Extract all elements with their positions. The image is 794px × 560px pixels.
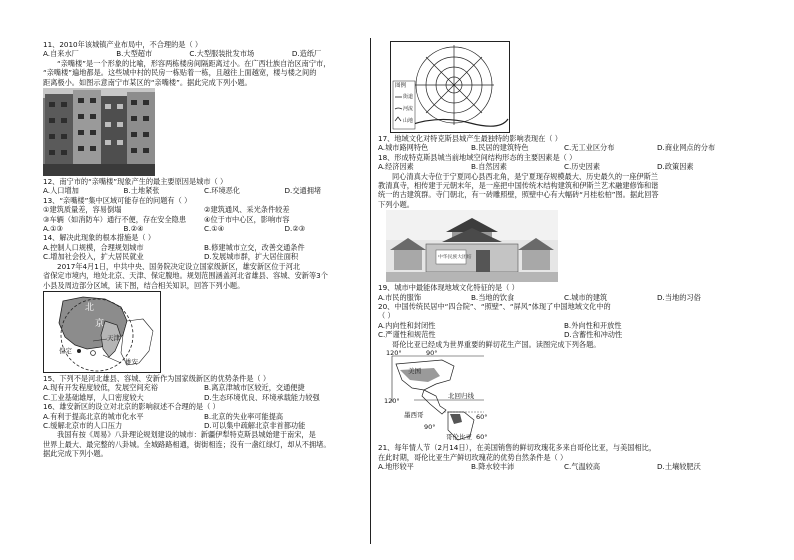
kissing-building-photo — [43, 88, 155, 176]
option-c: C.缓解北京市的人口压力 — [43, 420, 123, 430]
option-b: B.降水较丰沛 — [471, 461, 515, 471]
question-18-options — [378, 162, 750, 171]
question-17: 17、地域文化对特克斯县城产生最独特的影响表现在（ ） — [378, 134, 562, 143]
passage-line: 哥伦比亚已经成为世界重要的鲜切花生产国。读图完成下列各题。 — [392, 339, 601, 349]
question-12-options — [43, 186, 365, 195]
option-c: C.气温较高 — [564, 461, 601, 471]
question-16-options — [43, 412, 365, 421]
lon-label-120w-top: 120° — [386, 349, 402, 358]
question-21: 21、每年情人节（2月14日），在美国销售的鲜切玫瑰花多来自哥伦比亚，与美国相比， — [378, 443, 657, 453]
map-label-beijing: 北 — [85, 302, 95, 313]
question-19-options — [378, 293, 750, 302]
question-15-options — [43, 393, 365, 402]
question-17-options — [378, 143, 750, 152]
option-b: B.离京津城市区较近，交通便捷 — [204, 383, 305, 393]
statement-3: ③车辆（如消防车）通行不便，存在安全隐患 — [43, 214, 187, 224]
option-d: D.交通拥堵 — [284, 186, 322, 196]
option-b: B.自然因素 — [471, 162, 507, 172]
question-13: 13、“亲嘴楼”集中区域可能存在的问题有（ ） — [43, 195, 192, 205]
question-21-options — [378, 462, 750, 471]
question-20-options — [378, 330, 750, 339]
option-b: B.修建城市立交，改善交通条件 — [204, 242, 305, 252]
option-a: A.控制人口规模，合理规划城市 — [43, 242, 144, 252]
passage-line: 我国有按《周易》八卦理论规划建设的城市：新疆伊犁特克斯县城始建于南宋，是 — [57, 430, 316, 440]
option-a: A.内向性和封闭性 — [378, 320, 436, 330]
option-d: D.政策因素 — [657, 162, 694, 172]
option-c: C.增加社会投入，扩大居民就业 — [43, 252, 144, 262]
question-11: 11、2010年该城镇产业布局中，不合理的是（ ） — [43, 40, 203, 49]
americas-map — [384, 350, 496, 442]
option-a: A.城市路网特色 — [378, 143, 429, 153]
question-21-line2: 在此时期，哥伦比亚生产鲜切玫瑰花的优势自然条件是（ ） — [378, 452, 568, 462]
option-c: C.历史因素 — [564, 162, 601, 172]
option-d: D.土壤较肥沃 — [657, 461, 701, 471]
plaque-text: 中华民族大团结 — [438, 255, 472, 261]
option-a: A.经济因素 — [378, 162, 414, 172]
option-a: A.有利于提高北京的城市化水平 — [43, 411, 144, 421]
map-label-mexico: 墨西哥 — [404, 411, 424, 420]
legend-river: 河流 — [403, 106, 414, 112]
mosque-photo — [386, 210, 558, 282]
option-a: A.自来水厂 — [43, 49, 79, 59]
map-label-baoding: 保定 — [59, 346, 72, 355]
question-20-bracket: （ ） — [378, 311, 395, 321]
question-13-options — [43, 224, 365, 233]
lon-label-60w-right: 60° — [476, 413, 488, 422]
option-d: D.造纸厂 — [291, 49, 322, 59]
option-c: C.严谨性和规范性 — [378, 330, 436, 340]
question-20-options — [378, 321, 750, 330]
option-d: D.当地的习俗 — [657, 292, 701, 302]
option-b: B.外向性和开放性 — [564, 320, 622, 330]
passage-line: 省保定市境内，地处北京、天津、保定腹地。规划范围涵盖河北省雄县、容城、安新等3个 — [43, 271, 328, 281]
question-11-options — [43, 49, 365, 58]
option-c: C.大型服装批发市场 — [189, 49, 255, 59]
legend-title: 图例 — [395, 83, 407, 89]
question-13-statements — [43, 215, 365, 224]
question-14-options — [43, 243, 365, 252]
left-column — [43, 40, 365, 459]
column-divider — [370, 38, 371, 544]
option-d: D.②③ — [284, 224, 306, 234]
lon-label-90w-top: 90° — [426, 349, 438, 358]
map-label-tianjin: 天津 — [107, 333, 120, 342]
option-d: D.含蓄性和冲动性 — [564, 330, 623, 340]
lon-label-60w-bottom: 60° — [476, 433, 488, 442]
statement-2: ②建筑通风、采光条件较差 — [204, 205, 290, 215]
option-c: C.无工业区分布 — [564, 143, 615, 153]
question-13-statements — [43, 205, 365, 214]
passage-line: 同心清真大寺位于宁夏同心县西北角，是宁夏现存规模最大、历史最久的一座伊斯兰 — [392, 171, 658, 181]
passage-line: 教清真寺，相传建于元朝末年，是一座把中国传统木结构建筑和伊斯兰艺术融建修饰和谐 — [378, 181, 659, 191]
option-d: D.可以集中疏解北京非首都功能 — [204, 420, 306, 430]
passage-line: 世界上最大、最完整的八卦城。全城路路相通，街街相连；没有一盏红绿灯，却从不拥堵。 — [43, 439, 331, 449]
question-16: 16、雄安新区的设立对北京的影响叙述不合理的是（ ） — [43, 402, 220, 412]
legend-street: 街道 — [403, 94, 414, 100]
xiongan-location-map — [43, 291, 161, 373]
question-15-options — [43, 383, 365, 392]
option-d: D.发展城市群，扩大居住面积 — [204, 252, 299, 262]
option-c: C.环境恶化 — [204, 186, 241, 196]
lat-label-120: 120° — [384, 397, 400, 406]
map-label-usa: 美国 — [408, 367, 421, 376]
tekes-bagua-city-map — [390, 41, 510, 133]
option-c: C.工业基础雄厚，人口密度较大 — [43, 392, 144, 402]
option-a: A.地形较平 — [378, 461, 414, 471]
option-b: B.土地紧张 — [123, 186, 160, 196]
statement-4: ④位于市中心区，影响市容 — [204, 214, 290, 224]
question-20: 20、中国传统民居中“四合院”、“照壁”、“屏风”体现了中国地域文化中的 — [378, 302, 611, 312]
passage-line: “亲嘴楼”是一个形象的比喻，形容两栋楼房间隔距离过小。在广西壮族自治区南宁市， — [57, 58, 331, 68]
option-b: B.民居的建筑特色 — [471, 143, 529, 153]
question-18: 18、形成特克斯县城当前地域空间结构形态的主要因素是（ ） — [378, 152, 577, 162]
map-label-tropic-of-cancer: 北回归线 — [448, 392, 474, 401]
option-c: C.①④ — [204, 224, 225, 234]
passage-line: “亲嘴楼”遍地都是。这些城中村的民房一栋贴着一栋，且越往上面越宽，楼与楼之间的 — [43, 68, 317, 78]
option-d: D.生态环境优良、环境承载能力较强 — [204, 392, 320, 402]
legend-mountain: 山地 — [403, 118, 414, 124]
question-15: 15、下列不是河北雄县、容城、安新作为国家级新区的优势条件是（ ） — [43, 373, 271, 383]
map-label-xiongan: 雄安 — [125, 357, 138, 366]
option-a: A.现有开发程度较低，发展空间充裕 — [43, 383, 158, 393]
option-d: D.商业网点的分布 — [657, 143, 716, 153]
lon-label-90w-bottom: 90° — [424, 423, 436, 432]
question-16-options — [43, 421, 365, 430]
map-label-colombia: 哥伦比亚 — [446, 433, 472, 442]
option-b: B.大型超市 — [116, 49, 153, 59]
passage-line: 距离极小。如图示意南宁市某区的“亲嘴楼”。据此完成下列小题。 — [43, 77, 252, 87]
passage-line: 据此完成下列小题。 — [43, 449, 108, 459]
passage-line: 下列小题。 — [378, 199, 414, 209]
question-14: 14、解决此现象的根本措施是（ ） — [43, 233, 156, 243]
statement-1: ①建筑质量差，容易倒塌 — [43, 205, 122, 215]
option-b: B.②④ — [123, 224, 144, 234]
option-a: A.人口增加 — [43, 186, 79, 196]
option-b: B.北京的失业率可能提高 — [204, 411, 284, 421]
passage-line: 统一的古建筑群。寺门朝北，有一砖雕照壁，照壁中心有大幅砖“月桂松柏”图。据此回答 — [378, 190, 659, 200]
passage-line: 2017年4月1日，中共中央、国务院决定设立国家级新区，雄安新区位于河北 — [57, 261, 301, 271]
option-c: C.城市的建筑 — [564, 292, 608, 302]
option-a: A.市民的服饰 — [378, 292, 422, 302]
option-b: B.当地的饮食 — [471, 292, 515, 302]
map-label-jing: 京 — [95, 318, 105, 329]
right-column — [378, 40, 750, 471]
passage-line: 小县及周边部分区域，读下图，结合相关知识，回答下列小题。 — [43, 280, 245, 290]
option-a: A.①③ — [43, 224, 63, 234]
question-19: 19、城市中最能体现地域文化特征的是（ ） — [378, 283, 519, 293]
question-12: 12、南宁市的“亲嘴楼”现象产生的最主要原因是城市（ ） — [43, 177, 228, 187]
question-14-options — [43, 252, 365, 261]
